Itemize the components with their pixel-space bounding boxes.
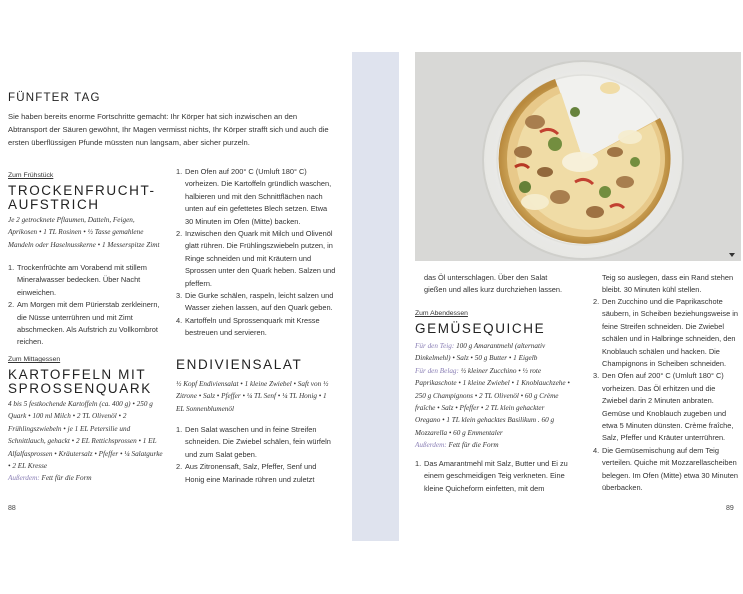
page-number-left: 88: [8, 505, 16, 512]
step-item: 3. Den Ofen auf 200° C (Umluft 180° C) vorheizen. Das Öl erhitzen und die Zwiebel darin 2 Minuten anbraten. Gemüse und Knoblauch zugeben und etwa 5 Minuten dünsten. Crème fraîche, Salz, Pfeffer und Kräuter unterrühren.: [593, 371, 734, 443]
step-item: 2. Am Morgen mit dem Pürierstab zerkleinern, die Nüsse unterrühren und mit Zimt abschmecken. Als Aufstrich zu Vollkornbrot reichen.: [8, 300, 160, 347]
step-item: 1. Das Amarantmehl mit Salz, Butter und Ei zu einem geschmeidigen Teig verkneten. Eine kleine Quicheform einfetten, mit dem: [415, 459, 568, 493]
step-item: 2. Inzwischen den Quark mit Milch und Olivenöl glatt rühren. Die Frühlingszwiebeln putzen, in Ringe schneiden und mit Kräutern und Sprossen unter den Quark heben. Salzen und pfeffern.: [176, 229, 336, 288]
steps-quiche: [593, 296, 741, 495]
steps-quiche-start: [415, 458, 571, 495]
step-item: 2. Den Zucchino und die Paprikaschote säubern, in Scheiben beziehungsweise in feine Streifen schneiden. Die Zwiebel schälen und in Halbringe schneiden, den Knoblauch schälen und hacken. Die Champignons in Scheiben schneiden.: [593, 297, 738, 369]
recipe-title-potatoes: [8, 368, 152, 396]
extra-text: Fett für die Form: [41, 474, 92, 483]
intro-paragraph: Sie haben bereits enorme Fortschritte gemacht: Ihr Körper hat sich inzwischen an den Abtransport der Säuren gewöhnt, Ihr Magen vermisst nichts, Ihr Körper strafft sich und auch die ersten überflüssigen Pfunde müssten nun langsam, aber sicher purzeln.: [8, 112, 329, 148]
step1-continuation: Teig so auslegen, dass ein Rand stehen bleibt. 30 Minuten kühl stellen.: [602, 273, 734, 295]
dough-text: 100 g Amarantmehl (alternativ Dinkelmehl) • Salz • 50 g Butter • 1 Eigelb: [415, 342, 546, 363]
gutter-band: [352, 52, 399, 541]
step-item: 1. Den Ofen auf 200° C (Umluft 180° C) vorheizen. Die Kartoffeln gründlich waschen, halbieren und mit den Schnittflächen nach unten auf ein gefettetes Blech setzen. Etwa 30 Minuten im Ofen (Mitte) backen.: [176, 167, 332, 226]
section-label-dinner: Zum Abendessen: [415, 310, 468, 317]
steps-spread: [8, 262, 166, 349]
step-item: 2. Aus Zitronensaft, Salz, Pfeffer, Senf und Honig eine Marinade rühren und zuletzt: [176, 462, 317, 484]
ingredients-quiche: [415, 340, 571, 452]
extra-text: Fett für die Form: [448, 441, 499, 450]
steps-potatoes: [176, 166, 336, 340]
steps-salad: [176, 424, 336, 486]
recipe-title-line: KARTOFFELN MIT: [8, 367, 147, 382]
page-number-right: 89: [726, 505, 734, 512]
ingredients-salad: ½ Kopf Endiviensalat • 1 kleine Zwiebel • Saft von ½ Zitrone • Salz • Pfeffer • ¼ TL Senf • ¼ TL Honig • 1 EL Sonnenblumenöl: [176, 380, 329, 413]
topping-text: ½ kleiner Zucchino • ½ rote Paprikaschote • 1 kleine Zwiebel • 1 Knoblauchzehe • 250 g Champignons • 2 TL Olivenöl • 60 g Crème fraîche • Salz • Pfeffer • 2 TL klein gehackter Oregano • 1 TL klein gehacktes Basilikum . 60 g Mozzarella • 60 g Emmentaler: [415, 366, 570, 437]
left-page: [0, 0, 352, 594]
recipe-title-line: AUFSTRICH: [8, 197, 100, 212]
section-label-lunch: Zum Mittagessen: [8, 356, 61, 363]
extra-label: Außerdem:: [415, 441, 447, 450]
ingredients-text: 4 bis 5 festkochende Kartoffeln (ca. 400 g) • 250 g Quark • 100 ml Milch • 2 TL Olivenöl • 2 Frühlingszwiebeln • je 1 EL Petersilie und Schnittlauch, gehackt • 2 EL Rettichsprossen • 1 EL Alfalfasprossen • Kräutersalz • Pfeffer • ¼ Salatgurke • 2 EL Kresse: [8, 400, 163, 471]
recipe-title-line: SPROSSENQUARK: [8, 381, 152, 396]
step-item: 1. Den Salat waschen und in feine Streifen schneiden. Die Zwiebel schälen, fein würfeln und zum Salat geben.: [176, 425, 331, 459]
ingredients-potatoes: [8, 398, 164, 485]
step-item: 3. Die Gurke schälen, raspeln, leicht salzen und Wasser ziehen lassen, auf den Quark geben.: [176, 291, 334, 313]
topping-label: Für den Belag:: [415, 366, 459, 375]
recipe-title-line: TROCKENFRUCHT-: [8, 183, 156, 198]
recipe-title-spread: [8, 184, 156, 212]
step-item: 4. Kartoffeln und Sprossenquark mit Kresse bestreuen und servieren.: [176, 315, 320, 338]
recipe-title-salad: ENDIVIENSALAT: [176, 357, 303, 372]
recipe-title-quiche: GEMÜSEQUICHE: [415, 321, 546, 336]
step-item: 4. Die Gemüsemischung auf dem Teig verteilen. Quiche mit Mozzarellascheiben belegen. Im Ofen (Mitte) etwa 30 Minuten überbacken.: [593, 445, 738, 493]
extra-label: Außerdem:: [8, 474, 40, 483]
ingredients-spread: Je 2 getrocknete Pflaumen, Datteln, Feigen, Aprikosen • 1 TL Rosinen • ½ Tasse gemahlene Mandeln oder Haselnusskerne • 1 Messerspitze Zimt: [8, 216, 160, 249]
step-item: 1. Trockenfrüchte am Vorabend mit stillem Mineralwasser bedecken. Über Nacht einweichen.: [8, 263, 147, 297]
day-title: FÜNFTER TAG: [8, 92, 101, 104]
salad-continuation: das Öl unterschlagen. Über den Salat gießen und alles kurz durchziehen lassen.: [424, 273, 563, 295]
section-label-breakfast: Zum Frühstück: [8, 172, 54, 179]
dough-label: Für den Teig:: [415, 342, 455, 350]
